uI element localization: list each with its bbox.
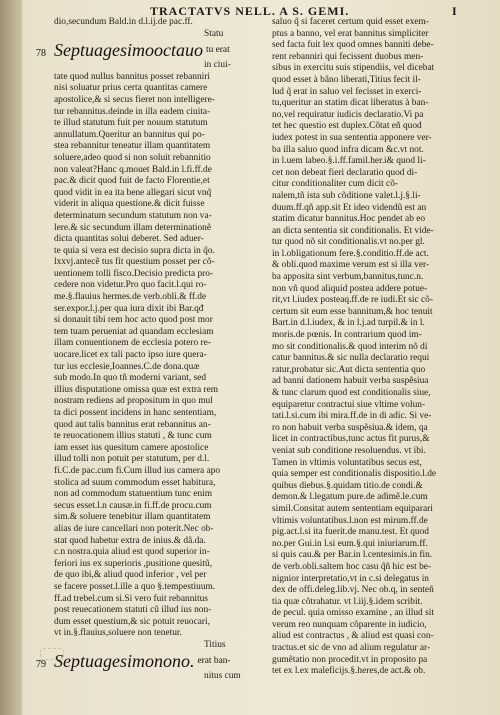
text-line: viderit in aliqua questione.& dicit fuisse: [54, 199, 205, 210]
text-line: pig.act.l.si ita fuerit.de manu.test. Et quod: [272, 527, 429, 538]
text-line: mo sit conditionalis.& quod interim nõ di: [272, 341, 428, 352]
text-line: no,vel requiratur iudicis declaratio.Vi pa: [272, 109, 424, 120]
text-line: rent rebanniri qui fecissent duobus men-: [272, 51, 424, 62]
text-line: in ciui-: [204, 60, 231, 71]
text-line: se facere posset.l.ille a quo §.tempestiuum.: [54, 581, 216, 592]
text-line: te reuocationem illius statuti , & tunc cum: [54, 431, 212, 442]
text-line: cet non debeat fieri declaratio quod di-: [272, 167, 418, 178]
text-line: demon.& l.legatum pure.de adimẽ.le.cum: [272, 492, 428, 503]
library-stamp: [40, 648, 64, 660]
text-line: in l.obligationum fere.§.conditio.ff.de act.: [272, 248, 429, 259]
text-line: iudex potest in sua sententia apponere ver-: [272, 132, 432, 143]
text-line: illam conuentionem de ecclesia potero re-: [54, 338, 211, 349]
text-line: gumẽtatio non procedit.vt in proposito pa: [272, 654, 428, 665]
text-line: ba apposita sint verbum,bannitus,tunc.n.: [272, 272, 424, 283]
text-line: lud q̃ erat in saluo vel fecisset in exerci-: [272, 86, 422, 97]
text-line: post reuecationem statuti cũ illud ius non-: [54, 605, 212, 616]
text-line: lxxvj.antecẽ tus fit questium posset per cõ-: [54, 257, 215, 268]
text-line: illius disputatione omissa quæ est extra rem: [54, 384, 219, 395]
text-line: ratur,probatur sic.Aut dicta sententia quo: [272, 364, 426, 375]
text-line: & obli.quod maxime verum est si illa ver-: [272, 260, 430, 271]
text-line: ad banni dationem habuit verba suspẽsiua: [272, 376, 429, 387]
text-line: tem tuam perueniat ad quandam ecclesiam: [54, 326, 214, 337]
text-line: an dicta sententia sit conditionalis. Et vide-: [272, 225, 434, 236]
text-line: no.per Gui.in l.si eum.§.qui iniuriarum.ff.: [272, 538, 428, 549]
text-line: quia semper est conditionalis dispositio.l.de: [272, 469, 437, 480]
text-line: nisi soluatur prius certa quantitas camere: [54, 83, 208, 94]
text-line: de pecul. quia omisso examine , an illud sit: [272, 608, 434, 619]
text-line: tractus.et sic de vno ad alium regulatur ar-: [272, 643, 431, 654]
text-line: sed facta fuit lex quod omnes banniti debe-: [272, 40, 434, 51]
text-line: tia quæ cõtrahatur. vt l.iij.§.idem scribit.: [272, 596, 423, 607]
text-line: dum esset questium,& sic potuit reuocari,: [54, 616, 210, 627]
text-line: quod esset à bãno liberati,Titius fecit il-: [272, 74, 421, 85]
running-title: TRACTATVS NELL. A S. GEMI.: [150, 4, 350, 18]
text-line: rit,vt l.iudex posteaq.ff.de re iudi.Et sic cõ-: [272, 295, 433, 306]
text-line: illud tolli non potuit per statutum, per d.l.: [54, 454, 210, 465]
text-line: tur quod nõ sit conditionalis.vt no.per gl.: [272, 237, 425, 248]
text-line: me.§.flauius hermes.de verb.obli.& ff.de: [54, 292, 207, 303]
text-line: sim.& soluere tenebitur illam quantitatem: [54, 512, 211, 523]
text-line: nitus cum: [204, 671, 241, 682]
text-line: dio,secundum Bald.in d.l.ij.de pac.ff.: [54, 17, 193, 27]
text-line: pac.& dicit quod fuit de facto Florentie,et: [54, 176, 210, 187]
text-line: certum sit eum esse bannitum,& hoc tenuit: [272, 306, 433, 317]
text-line: statim dicatur bannitus.Hoc pendet ab eo: [272, 214, 426, 225]
text-line: fi.C.de pac.cum fi.Cum illud ius camera apo: [54, 465, 221, 476]
text-line: verum reo nunquam cõparente in iudicio,: [272, 619, 427, 630]
text-line: ff.ad trebel.cum si.Si vero fuit rebannitus: [54, 593, 208, 604]
text-line: sibus in exercitu suis stipendiis, vel dicebat: [272, 63, 435, 74]
text-line: nignior interpretatio,vt in c.si delegatus in: [272, 573, 429, 584]
section-heading-78: [36, 40, 266, 61]
text-line: tet hec questio est duplex.Cõtat eñ quod: [272, 121, 422, 132]
text-line: secus esset.l.n causæ.in fi.ff.de procu.cum: [54, 500, 212, 511]
text-line: stea rebannitur teneatur illam quantitatem: [54, 141, 211, 152]
text-line: sub modo.In quo tñ moderni variant, sed: [54, 373, 207, 384]
left-column: [36, 17, 266, 707]
text-line: equiparetur contractui siue vltime volun-: [272, 399, 426, 410]
section-trailing-text: tu erat: [205, 45, 230, 56]
margin-note: Titius: [204, 639, 226, 650]
text-line: moris.de pœnis. In contrarium quod im-: [272, 330, 422, 341]
text-line: simil.Consitat autem sententiam equiparari: [272, 503, 433, 514]
text-line: si donauit tibi rem hoc acto quod post mor: [54, 315, 213, 326]
text-line: tet ex l.ex maleficijs.§.heres,de act.& ob.: [272, 666, 426, 677]
text-line: citur conditionaliter cum dicit cõ-: [272, 179, 398, 190]
text-line: saluo q̃ si faceret certum quid esset exem-: [272, 17, 429, 27]
text-line: soluere,adeo quod si non soluit rebannitio: [54, 152, 211, 163]
section-title: Septuagesimonono.: [54, 651, 195, 672]
text-line: feriori ius ex superioris ,pusitione quesitũ,: [54, 558, 213, 569]
text-line: catur bannitus.& sic nulla declaratio requi: [272, 353, 430, 364]
section-heading-79: [36, 651, 266, 672]
text-line: lere.& sic secundum illam determinationẽ: [54, 222, 211, 233]
text-line: non vñ quod aliquid postea addere potue-: [272, 283, 428, 294]
text-line: aliud est contractus , & aliud est quasi con-: [272, 631, 434, 642]
text-line: quod aut talis bannitus erat rebannitus an-: [54, 419, 211, 430]
text-line: duum.ff.qñ app.sit Et ideo videndũ est an: [272, 202, 427, 213]
left-body-text: [54, 72, 266, 640]
text-line: apostolice,& si secus fieret non intelligere-: [54, 94, 215, 105]
section-number: 78: [36, 48, 46, 60]
text-line: Tamen in vltimis voluntatibus secus est,: [272, 457, 422, 468]
text-line: ro non habuit verba suspẽsiua.& idem, qa: [272, 422, 428, 433]
text-line: si quis cau.& per Bar.in l.centesimis.in fin.: [272, 550, 433, 561]
text-line: dicta quantitas solui deberet. Sed aduer-: [54, 234, 204, 245]
text-line: cedere non videtur.Pro quo facit.l.qui ro-: [54, 280, 207, 291]
text-line: quod vidit in ea ita bene allegari sicut vnq̃: [54, 187, 212, 198]
text-line: c.n nostra.quia aliud est quod superior in-: [54, 547, 210, 558]
text-line: tati.l.si.cum ibi mira.ff.de in di adic. Si ve-: [272, 411, 432, 422]
running-header: [0, 4, 500, 18]
text-line: & tunc clarum quod est conditionalis siue,: [272, 388, 431, 398]
text-line: non ad commodum statuentium tunc enim: [54, 489, 213, 500]
text-line: vltimis voluntatibus.l.non est mirum.ff.de: [272, 515, 428, 526]
text-line: in l.uem labeo.§.i.ff.famil.her.i& quod li-: [272, 156, 426, 167]
text-line: vt in.§.flauius,soluere non tenetur.: [54, 628, 182, 639]
text-line: te illud statutum fuit per nouum statutum: [54, 118, 208, 129]
text-line: uocare.licet ex tali pacto ipso iure quera-: [54, 350, 207, 361]
text-line: nalem,tñ ista sub cõditione valet.l.j.§.li-: [272, 190, 421, 201]
text-line: quibus diebus.§.quidam titio.de condi.&: [272, 480, 423, 491]
text-line: determinatum secundum statutum non va-: [54, 210, 212, 221]
section-title: Septuagesimooctauo: [54, 40, 203, 61]
page-gutter: [0, 0, 22, 715]
text-line: veniat sub conditione resoluendus. vt ibi.: [272, 445, 426, 456]
section-trailing-text: erat ban-: [197, 656, 231, 667]
text-line: alias de iure cancellari non poterit.Nec ob-: [54, 523, 214, 534]
text-line: de quo ibi,& aliud quod inferior , vel per: [54, 570, 207, 581]
text-line: ta dici possent incidens in hanc sententiam,: [54, 408, 217, 418]
text-line: tur rebannitus.deinde in illa eadem ciuita-: [54, 106, 211, 117]
text-line: licet in contractibus,tunc actus fit purus,&: [272, 434, 430, 445]
text-line: nostram rediens ad propositum in quo mul: [54, 396, 213, 407]
text-line: te quia si vera est decisio supra dicta in q̃o.: [54, 245, 215, 256]
text-line: dex de offi.deleg.lib.vj. Nec ob.q, in senteñ: [272, 585, 434, 596]
text-line: non valeat?Hanc q.mouet Bald.in l.fi.ff.de: [54, 164, 212, 175]
text-line: ptus a banno, vel erat bannitus simpliciter: [272, 28, 429, 39]
text-line: stat quod habetur extra de inius.& dã.da.: [54, 535, 206, 546]
margin-note: Statu: [204, 28, 224, 39]
text-line: tu,queritur an statim dicat liberatus à ban-: [272, 98, 429, 109]
text-line: annullatum.Queritur an bannitus qui po-: [54, 129, 205, 140]
right-column: [272, 17, 496, 707]
section-number: 79: [36, 659, 46, 671]
text-line: ser.expor.l.j.per qua iura dixit ibi Bar.qđ: [54, 303, 204, 314]
text-line: Bart.in d.l.iudex, & in l.j.ad turpil.& in l.: [272, 318, 425, 329]
folio-number: I: [452, 4, 458, 18]
text-line: iam esset ius quesitum camere apostolice: [54, 442, 209, 453]
text-line: tate quod nullus bannitus posset rebanniri: [54, 71, 210, 82]
text-line: de verb.obli.saltem hoc casu q̃ñ hic est be-: [272, 561, 432, 572]
text-line: tur ius ecclesie,Ioannes.C.de dona.quæ: [54, 361, 200, 372]
text-line: ba illa saluo quod infra dicam &c.vt not.: [272, 144, 424, 155]
text-line: stolica ad suum commodum esset habitura,: [54, 477, 216, 488]
text-line: uentionem tolli fisco.Decisio predicta pro-: [54, 268, 214, 279]
